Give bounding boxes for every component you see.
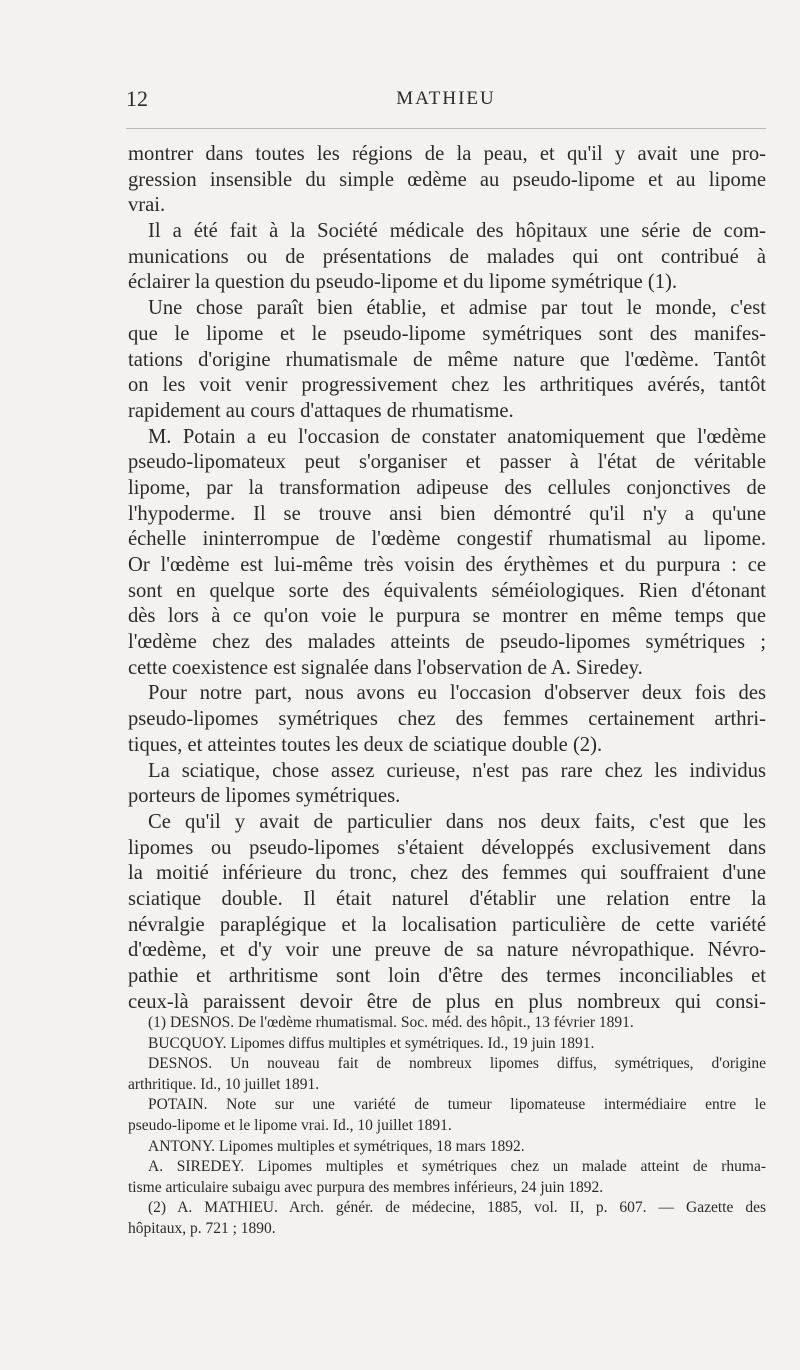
text-line: dès lors à ce qu'on voie le purpura se montrer en même temps que xyxy=(128,605,766,628)
text-line: que le lipome et le pseudo-lipome symétriques sont des manifes- xyxy=(128,322,766,345)
page-number: 12 xyxy=(126,86,148,111)
text-line: tations d'origine rhumatismale de même nature que l'œdème. Tantôt xyxy=(128,348,766,371)
text-line: névralgie paraplégique et la localisation particulière de cette variété xyxy=(128,913,766,936)
text-line: montrer dans toutes les régions de la peau, et qu'il y avait une pro- xyxy=(128,143,766,165)
text-line: La sciatique, chose assez curieuse, n'est pas rare chez les individus xyxy=(148,759,766,782)
text-line: M. Potain a eu l'occasion de constater anatomiquement que l'œdème xyxy=(148,425,766,448)
running-head: MATHIEU xyxy=(396,88,496,109)
text-line: munications ou de présentations de malades qui ont contribué à xyxy=(128,245,766,268)
footnote-line: ANTONY. Lipomes multiples et symétriques, 18 mars 1892. xyxy=(148,1137,525,1155)
text-line: Une chose paraît bien établie, et admise par tout le monde, c'est xyxy=(148,297,766,320)
footnote-line: pseudo-lipome et le lipome vrai. Id., 10 juillet 1891. xyxy=(128,1116,452,1134)
footnote-line: A. SIREDEY. Lipomes multiples et symétriques chez un malade atteint de rhuma- xyxy=(148,1158,766,1176)
text-line: pathie et arthritisme sont loin d'être des termes inconciliables et xyxy=(128,965,766,987)
text-line: rapidement au cours d'attaques de rhumatisme. xyxy=(128,399,514,422)
text-line: pseudo-lipomateux peut s'organiser et passer à l'état de véritable xyxy=(128,451,766,474)
footnote-line: tisme articulaire subaigu avec purpura des membres inférieurs, 24 juin 1892. xyxy=(128,1178,604,1196)
text-line: ceux-là paraissent devoir être de plus en plus nombreux qui consi- xyxy=(128,990,766,1013)
text-line: pseudo-lipomes symétriques chez des femmes certainement arthri- xyxy=(128,708,766,731)
footnote-line: hôpitaux, p. 721 ; 1890. xyxy=(128,1219,276,1237)
header-rule xyxy=(126,128,766,129)
text-line: d'œdème, et d'y voir une preuve de sa nature névropathique. Névro- xyxy=(128,939,766,962)
page-header xyxy=(126,86,766,116)
text-line: porteurs de lipomes symétriques. xyxy=(128,785,401,808)
body-text xyxy=(128,142,766,1015)
text-line: éclairer la question du pseudo-lipome et du lipome symétrique (1). xyxy=(128,271,678,294)
footnote-line: POTAIN. Note sur une variété de tumeur lipomateuse intermédiaire entre le xyxy=(148,1096,766,1114)
text-line: lipome, par la transformation adipeuse des cellules conjonctives de xyxy=(128,476,766,499)
text-line: Il a été fait à la Société médicale des hôpitaux une série de com- xyxy=(148,220,766,243)
text-line: gression insensible du simple œdème au pseudo-lipome et au lipome xyxy=(128,168,766,191)
footnote-line: BUCQUOY. Lipomes diffus multiples et symétriques. Id., 19 juin 1891. xyxy=(148,1034,595,1052)
text-line: on les voit venir progressivement chez les arthritiques avérés, tantôt xyxy=(128,374,766,397)
footnote-line: DESNOS. Un nouveau fait de nombreux lipomes diffus, symétriques, d'origine xyxy=(148,1055,766,1073)
text-line: Ce qu'il y avait de particulier dans nos deux faits, c'est que les xyxy=(148,810,766,833)
text-line: l'œdème chez des malades atteints de pseudo-lipomes symétriques ; xyxy=(128,631,766,654)
text-line: échelle ininterrompue de l'œdème congestif rhumatismal au lipome. xyxy=(128,528,766,551)
text-line: Pour notre part, nous avons eu l'occasion d'observer deux fois des xyxy=(148,682,766,705)
text-line: l'hypoderme. Il se trouve ansi bien démontré qu'il n'y a qu'une xyxy=(128,502,766,525)
footnote-line: (2) A. MATHIEU. Arch. génér. de médecine, 1885, vol. II, p. 607. — Gazette des xyxy=(148,1199,766,1217)
text-line: sont en quelque sorte des équivalents séméiologiques. Rien d'étonant xyxy=(128,579,766,602)
text-line: tiques, et atteintes toutes les deux de sciatique double (2). xyxy=(128,733,603,756)
footnote-line: arthritique. Id., 10 juillet 1891. xyxy=(128,1075,320,1093)
text-line: Or l'œdème est lui-même très voisin des érythèmes et du purpura : ce xyxy=(128,554,766,576)
text-line: lipomes ou pseudo-lipomes s'étaient développés exclusivement dans xyxy=(128,836,766,859)
text-line: vrai. xyxy=(128,194,166,217)
text-line: sciatique double. Il était naturel d'établir une relation entre la xyxy=(128,887,766,910)
footnotes xyxy=(128,1013,766,1240)
text-line: la moitié inférieure du tronc, chez des femmes qui souffraient d'une xyxy=(128,862,766,885)
footnote-line: (1) DESNOS. De l'œdème rhumatismal. Soc. méd. des hôpit., 13 février 1891. xyxy=(148,1014,634,1031)
text-line: cette coexistence est signalée dans l'observation de A. Siredey. xyxy=(128,656,643,679)
